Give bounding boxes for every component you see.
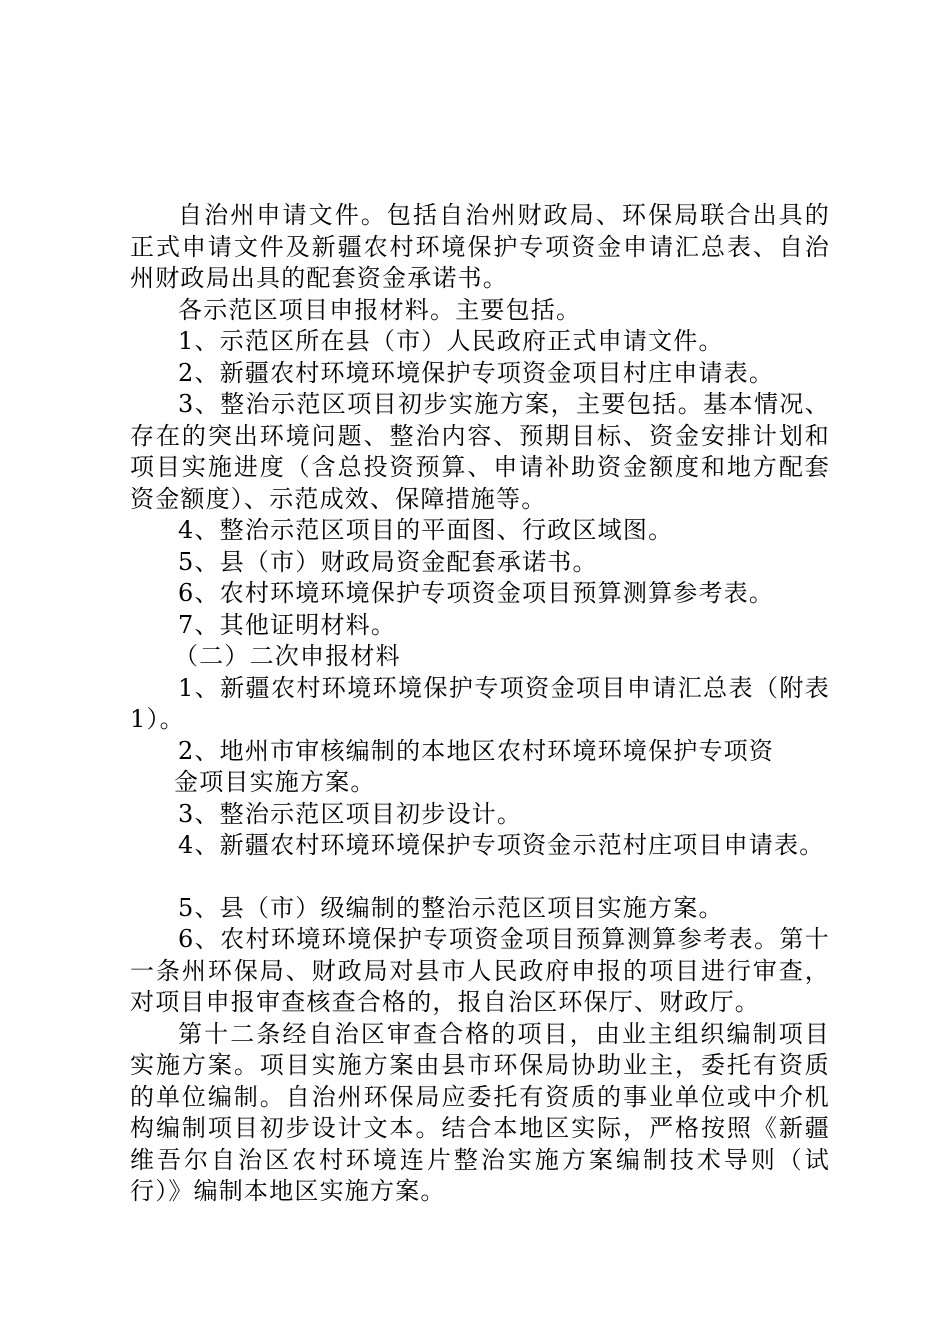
second-list-item-2: 2、地州市审核编制的本地区农村环境环境保护专项资 — [178, 736, 775, 765]
paragraph-prefecture-application: 自治州申请文件。包括自治州财政局、环保局联合出具的正式申请文件及新疆农村环境保护专项资金申请汇总表、自治州财政局出具的配套资金承诺书。 — [130, 201, 830, 292]
list-item-1: 1、示范区所在县（市）人民政府正式申请文件。 — [178, 327, 724, 355]
list-item-7: 7、其他证明材料。 — [178, 610, 397, 639]
document-body — [130, 200, 830, 1208]
second-list-item-3: 3、整治示范区项目初步设计。 — [178, 799, 523, 828]
section-heading-second-submission: （二）二次申报材料 — [174, 642, 401, 670]
second-list-item-4: 4、新疆农村环境环境保护专项资金示范村庄项目申请表。 — [178, 831, 825, 859]
second-list-item-5: 5、县（市）级编制的整治示范区项目实施方案。 — [178, 893, 724, 922]
paragraph-demo-zone-materials: 各示范区项目申报材料。主要包括。 — [178, 295, 582, 324]
blank-line — [130, 862, 830, 893]
list-item-5: 5、县（市）财政局资金配套承诺书。 — [178, 547, 598, 576]
second-list-item-6-article-11: 6、农村环境环境保护专项资金项目预算测算参考表。第十一条州环保局、财政局对县市人民政府申报的项目进行审查，对项目申报审查核查合格的，报自治区环保厅、财政厅。 — [130, 925, 830, 1016]
second-list-item-1: 1、新疆农村环境环境保护专项资金项目申请汇总表（附表1）。 — [130, 673, 830, 733]
list-item-6: 6、农村环境环境保护专项资金项目预算测算参考表。 — [178, 579, 775, 607]
list-item-2: 2、新疆农村环境环境保护专项资金项目村庄申请表。 — [178, 358, 775, 387]
second-list-item-2-continued: 金项目实施方案。 — [174, 768, 376, 796]
list-item-3: 3、整治示范区项目初步实施方案，主要包括。基本情况、存在的突出环境问题、整治内容、预期目标、资金安排计划和项目实施进度（含总投资预算、申请补助资金额度和地方配套资金额度）、示范成效、保障措施等。 — [130, 390, 830, 513]
article-12-paragraph: 第十二条经自治区审查合格的项目，由业主组织编制项目实施方案。项目实施方案由县市环保局协助业主，委托有资质的单位编制。自治州环保局应委托有资质的事业单位或中介机构编制项目初步设计文本。结合本地区实际，严格按照《新疆维吾尔自治区农村环境连片整治实施方案编制技术导则（试行）》编制本地区实施方案。 — [130, 1019, 830, 1205]
list-item-4: 4、整治示范区项目的平面图、行政区域图。 — [178, 516, 674, 544]
